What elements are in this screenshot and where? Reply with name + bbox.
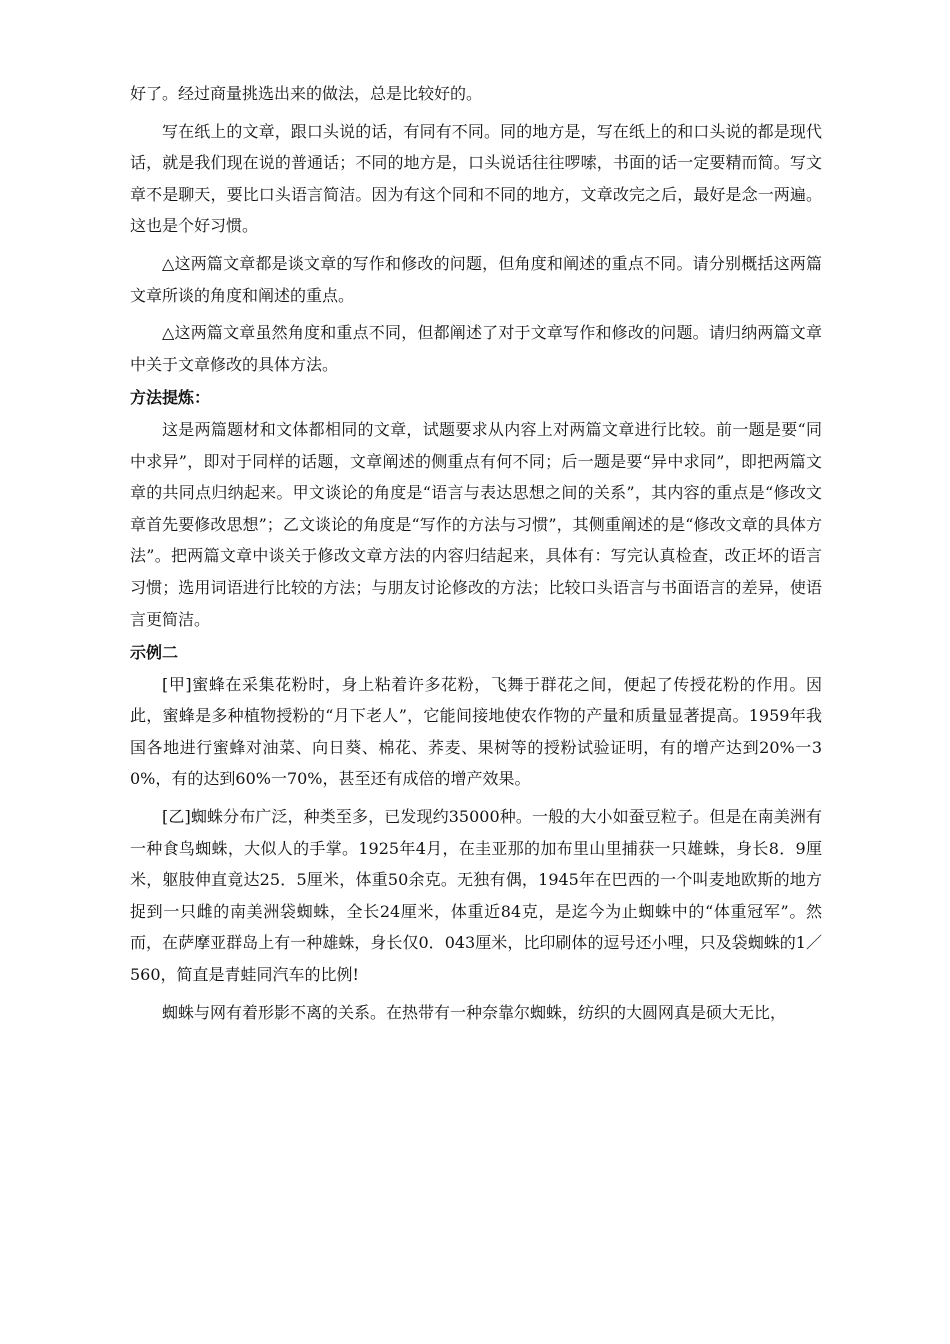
- document-body: [130, 78, 822, 1028]
- paragraph-written-vs-spoken: 写在纸上的文章，跟口头说的话，有同有不同。同的地方是，写在纸上的和口头说的都是现代话，就是我们现在说的普通话；不同的地方是，口头说话往往啰嗦，书面的话一定要精而简。写文章不是聊天，要比口头语言简洁。因为有这个同和不同的地方，文章改完之后，最好是念一两遍。这也是个好习惯。: [130, 121, 822, 236]
- question-one: △这两篇文章都是谈文章的写作和修改的问题，但角度和阐述的重点不同。请分别概括这两篇文章所谈的角度和阐述的重点。: [130, 253, 822, 305]
- paragraph-continuation: 好了。经过商量挑选出来的做法，总是比较好的。: [130, 84, 483, 103]
- paragraph-yi: [乙]蜘蛛分布广泛，种类至多，已发现约35000种。一般的大小如蚕豆粒子。但是在南美洲有一种食鸟蜘蛛，大似人的手掌。1925年4月，在圭亚那的加布里山里捕获一只雄蛛，身长8．9厘米，躯肢伸直竟达25．5厘米，体重50余克。无独有偶，1945年在巴西的一个叫麦地欧斯的地方捉到一只雌的南美洲袋蜘蛛，全长24厘米，体重近84克，是迄今为止蜘蛛中的“体重冠军”。然而，在萨摩亚群岛上有一种雄蛛，身长仅0．043厘米，比印刷体的逗号还小哩，只及袋蜘蛛的1／560，简直是青蛙同汽车的比例!: [130, 807, 822, 985]
- heading-method: 方法提炼：: [130, 388, 211, 408]
- paragraph-spider-web: 蜘蛛与网有着形影不离的关系。在热带有一种奈靠尔蜘蛛，纺织的大圆网真是硕大无比，: [162, 1002, 787, 1022]
- paragraph-method: 这是两篇题材和文体都相同的文章，试题要求从内容上对两篇文章进行比较。前一题是要“同中求异”，即对于同样的话题，文章阐述的侧重点有何不同；后一题是要“异中求同”，即把两篇文章的共同点归纳起来。甲文谈论的角度是“语言与表达思想之间的关系”，其内容的重点是“修改文章首先要修改思想”；乙文谈论的角度是“写作的方法与习惯”，其侧重阐述的是“修改文章的具体方法”。把两篇文章中谈关于修改文章方法的内容归结起来，具体有：写完认真检查，改正坏的语言习惯；选用词语进行比较的方法；与朋友讨论修改的方法；比较口头语言与书面语言的差异，使语言更简洁。: [130, 419, 822, 629]
- paragraph-jia: [甲]蜜蜂在采集花粉时，身上粘着许多花粉，飞舞于群花之间，便起了传授花粉的作用。因此，蜜蜂是多种植物授粉的“月下老人”，它能间接地使农作物的产量和质量显著提高。1959年我国各地进行蜜蜂对油菜、向日葵、棉花、荞麦、果树等的授粉试验证明，有的增产达到20%一30%，有的达到60%一70%，甚至还有成倍的增产效果。: [130, 674, 822, 789]
- question-two: △这两篇文章虽然角度和重点不同，但都阐述了对于文章写作和修改的问题。请归纳两篇文章中关于文章修改的具体方法。: [130, 323, 822, 374]
- heading-example-two: 示例二: [130, 643, 179, 663]
